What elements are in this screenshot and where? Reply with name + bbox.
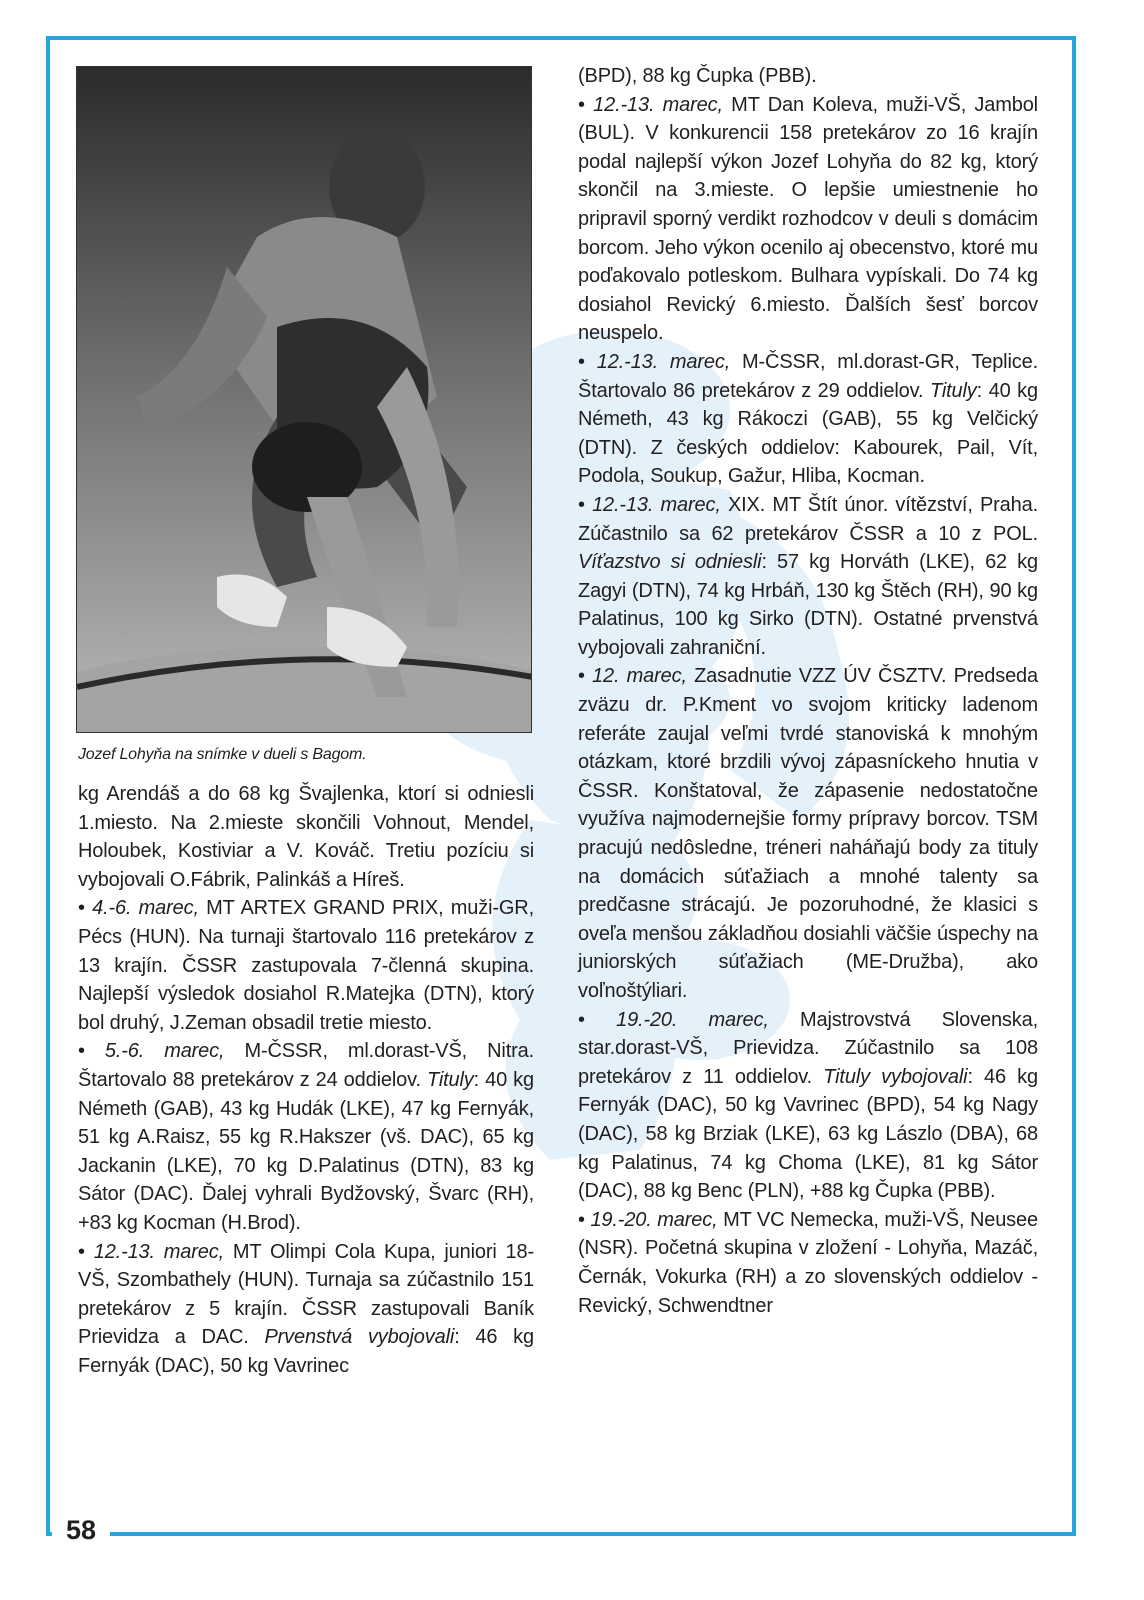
left-text-column — [78, 780, 534, 1380]
text-segment: • — [78, 897, 93, 920]
text-segment: M-ČSSR, ml.dorast-GR, Teplice. Štartovalo 86 pretekárov z 29 oddielov. — [578, 350, 1038, 402]
text-segment: (BPD), 88 kg Čupka (PBB). — [578, 65, 817, 87]
italic-text: 12.-13. marec, — [596, 350, 731, 373]
text-segment: • — [578, 93, 594, 116]
article-paragraph — [78, 1037, 534, 1237]
article-paragraph — [78, 1238, 534, 1381]
text-segment: M-ČSSR, ml.dorast-VŠ, Nitra. Štartovalo 88 pretekárov z 24 oddielov. — [78, 1040, 534, 1091]
text-segment: : 57 kg Horváth (LKE), 62 kg Zagyi (DTN), 74 kg Hrbáň, 130 kg Štěch (RH), 90 kg Palatinus, 100 kg Sirko (DTN). Ostatné prvenstvá vybojovali zahraniční. — [578, 551, 1038, 659]
italic-text: 5.-6. marec, — [104, 1040, 225, 1063]
italic-text: Víťazstvo si odniesli — [578, 551, 762, 574]
italic-text: 4.-6. marec, — [92, 897, 199, 920]
italic-text: 19.-20. marec, — [616, 1008, 769, 1031]
text-segment: • — [578, 493, 593, 516]
italic-text: 19.-20. marec, — [590, 1208, 718, 1231]
text-segment: : 40 kg Németh, 43 kg Rákoczi (GAB), 55 kg Velčický (DTN). Z českých oddielov: Kabourek, Pail, Vít, Podola, Soukup, Gažur, Hliba, Kocman. — [578, 379, 1038, 488]
text-segment: MT ARTEX GRAND PRIX, muži-GR, Pécs (HUN). Na turnaji štartovalo 116 pretekárov z 13 krajín. ČSSR zastupovala 7-členná skupina. Najlepší výsledok dosiahol R.Matejka (DTN), ktorý bol druhý, J.Zeman obsadil tretie miesto. — [78, 897, 534, 1034]
text-segment: • — [78, 1240, 94, 1263]
text-segment: : 46 kg Fernyák (DAC), 50 kg Vavrinec — [78, 1326, 534, 1377]
photo-caption: Jozef Lohyňa na snímke v dueli s Bagom. — [78, 746, 367, 763]
article-paragraph — [578, 491, 1038, 663]
article-paragraph — [578, 62, 1038, 91]
text-segment: Majstrovstvá Slovenska, star.dorast-VŠ, Prievidza. Zúčastnilo sa 108 pretekárov z 11 oddielov. — [578, 1008, 1038, 1088]
text-segment: • — [578, 1008, 617, 1031]
wrestling-photo — [76, 66, 532, 733]
page-number: 58 — [52, 1508, 110, 1552]
text-segment: • — [78, 1040, 105, 1063]
italic-text: 12.-13. marec, — [592, 493, 721, 516]
article-paragraph — [578, 1206, 1038, 1320]
text-segment: MT Dan Koleva, muži-VŠ, Jambol (BUL). V konkurencii 158 pretekárov zo 16 krajín podal najlepší výkon Jozef Lohyňa do 82 kg, ktorý skončil na 3.mieste. O lepšie umiestnenie ho pripravil sporný verdikt rozhodcov v deuli s domácim borcom. Jeho výkon ocenilo aj obecenstvo, ktoré mu poďakovalo potleskom. Bulhara vypískali. Do 74 kg dosiahol Revický 6.miesto. Ďalších šesť borcov neuspelo. — [578, 93, 1038, 345]
text-segment: kg Arendáš a do 68 kg Švajlenka, ktorí si odniesli 1.miesto. Na 2.mieste skončili Vohnout, Mendel, Holoubek, Kostiviar a V. Kováč. Tretiu pozíciu si vybojovali O.Fábrik, Palinkáš a Híreš. — [78, 783, 534, 891]
wrestling-photo-illustration — [77, 67, 532, 733]
text-segment: • — [578, 1208, 591, 1231]
italic-text: Tituly vybojovali — [823, 1065, 968, 1088]
text-segment: Zasadnutie VZZ ÚV ČSZTV. Predseda zväzu dr. P.Kment vo svojom kriticky ladenom referáte zaujal veľmi tvrdé stanoviská k mnohým otázkam, ktoré brzdili vývoj zápasníckeho hnutia v ČSSR. Konštatoval, že zápasenie nedostatočne využíva najmodernejšie formy prípravy borcov. TSM pracujú nedôsledne, tréneri naháňajú body za tituly na domácich súťažiach a mnohé talenty sa predčasne strácajú. Je pozoruhodné, že klasici s oveľa menšou základňou dosiahli väčšie úspechy na juniorských súťažiach (ME-Družba), ako voľnoštýliari. — [578, 665, 1039, 1002]
text-segment: : 46 kg Fernyák (DAC), 50 kg Vavrinec (BPD), 54 kg Nagy (DAC), 58 kg Brziak (LKE), 63 kg Lászlo (DBA), 68 kg Palatinus, 74 kg Choma (LKE), 81 kg Sátor (DAC), 88 kg Benc (PLN), +88 kg Čupka (PBB). — [578, 1065, 1039, 1203]
text-segment: MT VC Nemecka, muži-VŠ, Neusee (NSR). Početná skupina v zložení - Lohyňa, Mazáč, Černák, Vokurka (RH) a zo slovenských oddielov - Revický, Schwendtner — [578, 1208, 1038, 1317]
text-segment: • — [578, 665, 593, 688]
italic-text: Tituly — [929, 379, 977, 402]
italic-text: 12. marec, — [592, 665, 687, 688]
article-paragraph — [78, 780, 534, 894]
article-paragraph — [578, 91, 1038, 348]
article-paragraph — [578, 662, 1038, 1005]
italic-text: Tituly — [426, 1068, 474, 1091]
text-segment: MT Olimpi Cola Kupa, juniori 18-VŠ, Szombathely (HUN). Turnaja sa zúčastnilo 151 pretekárov z 5 krajín. ČSSR zastupovali Baník Prievidza a DAC. — [78, 1240, 534, 1349]
italic-text: 12.-13. marec, — [93, 1240, 225, 1263]
text-segment: • — [578, 350, 597, 373]
article-paragraph — [578, 348, 1038, 491]
italic-text: 12.-13. marec, — [593, 93, 723, 116]
right-text-column — [578, 62, 1038, 1320]
text-segment: XIX. MT Štít únor. vítězství, Praha. Zúčastnilo sa 62 pretekárov ČSSR a 10 z POL. — [578, 493, 1038, 545]
article-paragraph — [78, 894, 534, 1037]
text-segment: : 40 kg Németh (GAB), 43 kg Hudák (LKE), 47 kg Fernyák, 51 kg A.Raisz, 55 kg R.Hakszer (vš. DAC), 65 kg Jackanin (LKE), 70 kg D.Palatinus (DTN), 83 kg Sátor (DAC). Ďalej vyhrali Bydžovský, Švarc (RH), +83 kg Kocman (H.Brod). — [78, 1068, 534, 1234]
italic-text: Prvenstvá vybojovali — [264, 1326, 455, 1349]
article-paragraph — [578, 1006, 1038, 1206]
